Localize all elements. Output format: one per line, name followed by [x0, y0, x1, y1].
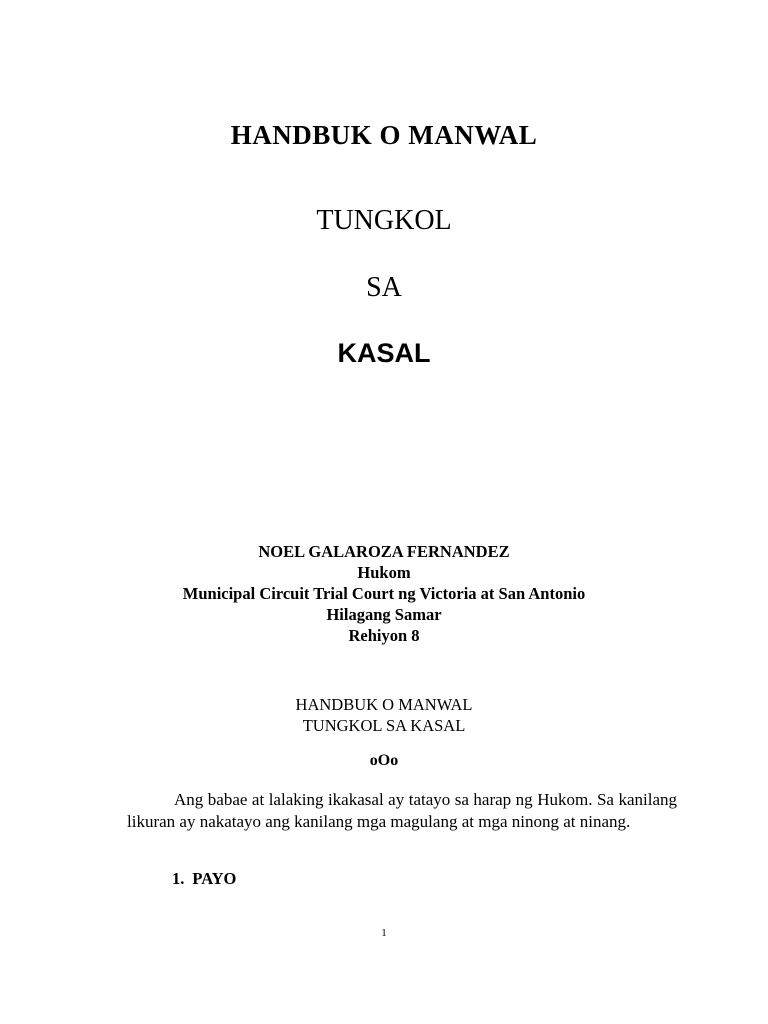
- document-title: HANDBUK O MANWAL: [230, 120, 538, 150]
- subtitle-block: [0, 694, 768, 736]
- section-title: PAYO: [192, 869, 237, 888]
- section-number: 1.: [172, 869, 185, 888]
- title-tungkol: TUNGKOL: [316, 205, 452, 236]
- subtitle-line2: TUNGKOL SA KASAL: [302, 716, 466, 735]
- author-name: NOEL GALAROZA FERNANDEZ: [258, 542, 510, 561]
- title-sa: SA: [366, 272, 402, 303]
- page-number: 1: [381, 927, 387, 939]
- author-region: Rehiyon 8: [348, 626, 420, 645]
- title-kasal: KASAL: [337, 338, 431, 368]
- section-heading: [172, 869, 236, 889]
- paragraph: Ang babae at lalaking ikakasal ay tatayo sa harap ng Hukom. Sa kanilang likuran ay nakatayo ang kanilang mga magulang at mga ninong at ninang.: [127, 790, 677, 831]
- subtitle-line1: HANDBUK O MANWAL: [295, 695, 473, 714]
- author-province: Hilagang Samar: [326, 605, 442, 624]
- separator: oOo: [369, 752, 399, 769]
- author-court: Municipal Circuit Trial Court ng Victoria at San Antonio: [182, 584, 586, 603]
- author-position: Hukom: [357, 563, 411, 582]
- author-block: [0, 541, 768, 646]
